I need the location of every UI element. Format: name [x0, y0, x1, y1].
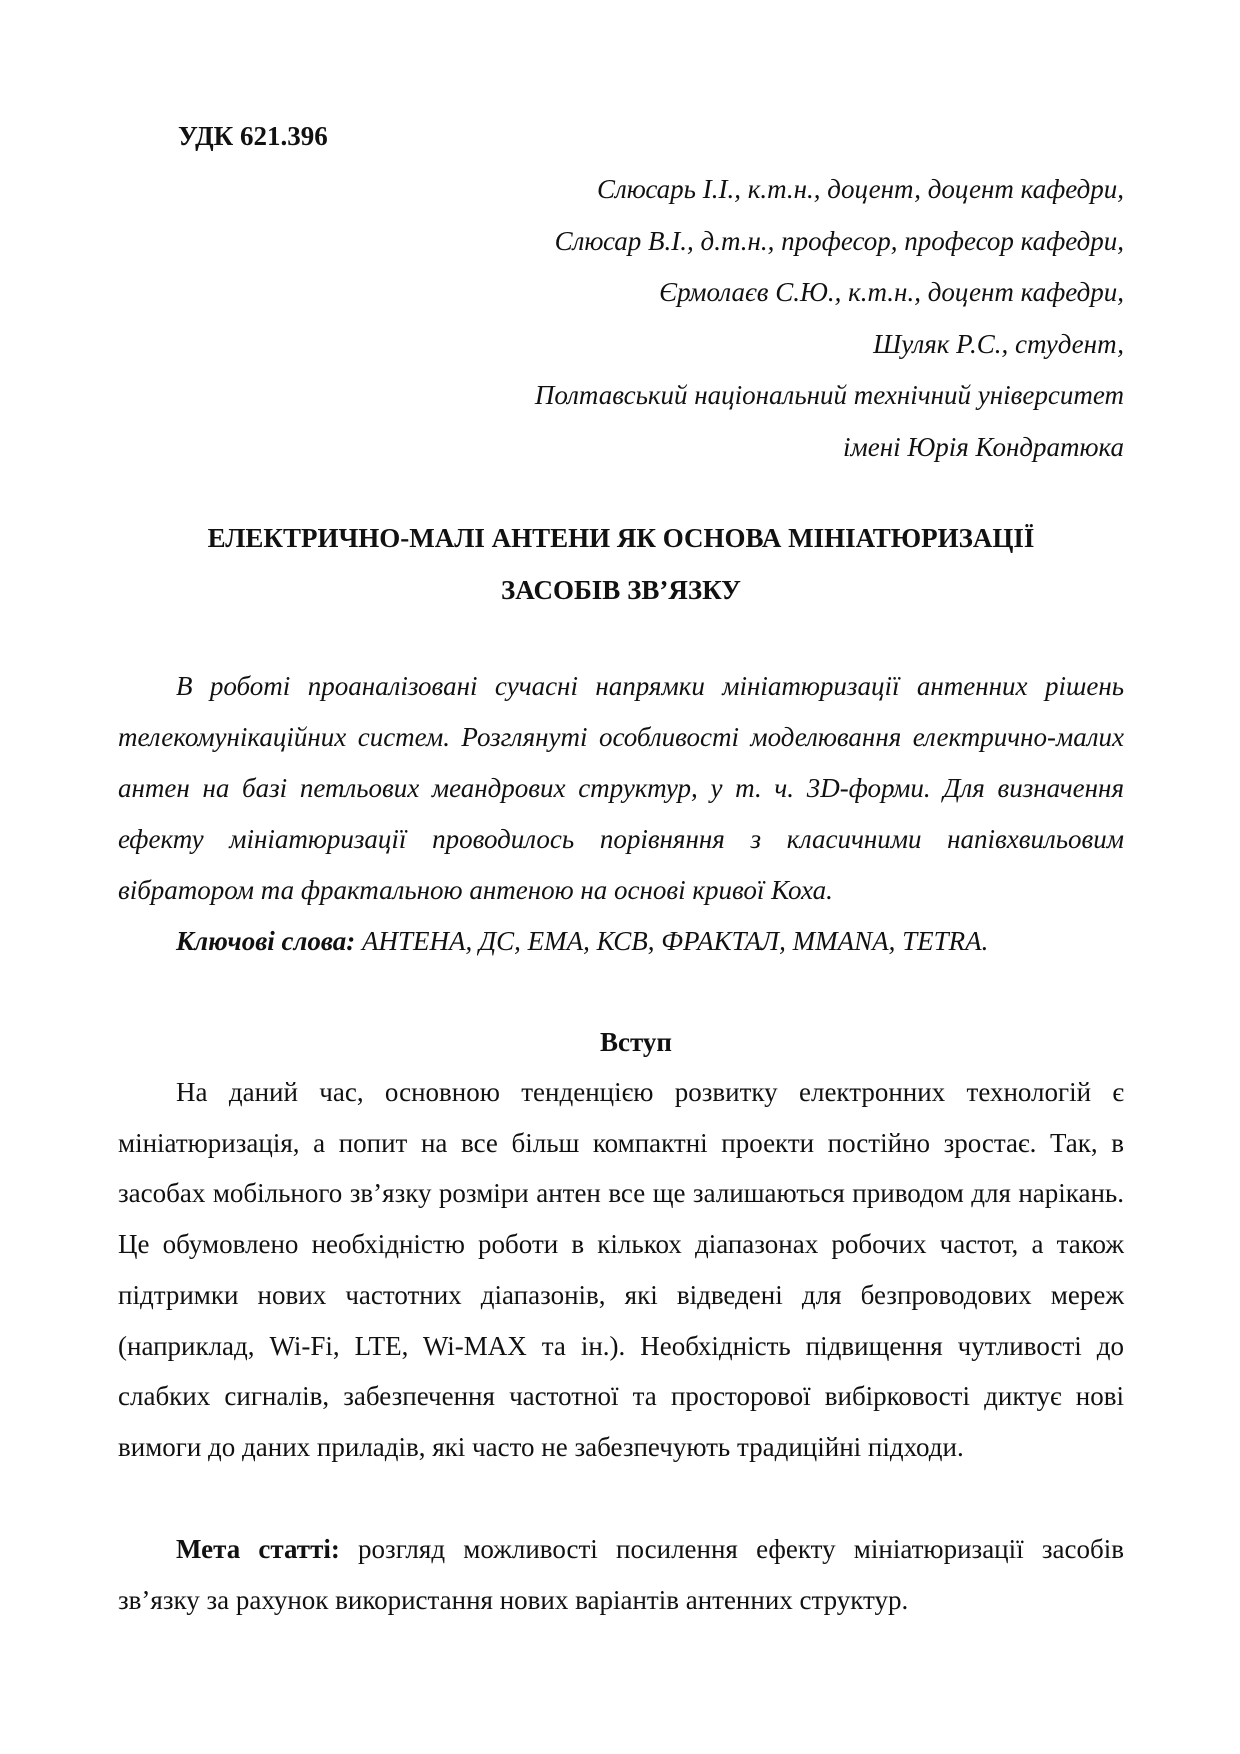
author-line: Шуляк Р.С., студент, [873, 328, 1124, 359]
purpose-label: Мета статті: [176, 1534, 340, 1564]
abstract: В роботі проаналізовані сучасні напрямки мініатюризації антенних рішень телекомунікаційних систем. Розглянуті особливості моделювання електрично-малих антен на базі петльових меандрових структур, у т. ч. 3D-форми. Для визначення ефекту мініатюризації проводилось порівняння з класичними напівхвильовим вібратором та фрактальною антеною на основі кривої Коха. [118, 671, 1124, 905]
title-line: ЗАСОБІВ ЗВ’ЯЗКУ [501, 575, 741, 605]
keywords [118, 916, 1124, 967]
author-line: Єрмолаєв С.Ю., к.т.н., доцент кафедри, [659, 277, 1124, 307]
keywords-label: Ключові слова: [176, 926, 356, 956]
affiliation-line: імені Юрія Кондратюка [843, 431, 1124, 462]
author-line: Слюсар В.І., д.т.н., професор, професор кафедри, [554, 225, 1124, 256]
title-line: ЕЛЕКТРИЧНО-МАЛІ АНТЕНИ ЯК ОСНОВА МІНІАТЮРИЗАЦІЇ [207, 523, 1035, 553]
intro-paragraph: На даний час, основною тенденцією розвитку електронних технологій є мініатюризація, а попит на все більш компактні проекти постійно зростає. Так, в засобах мобільного зв’язку розміри антен все ще залишаються приводом для нарікань. Це обумовлено необхідністю роботи в кількох діапазонах робочих частот, а також підтримки нових частотних діапазонів, які відведені для безпроводових мереж (наприклад, Wi-Fi, LTE, Wi-MAX та ін.). Необхідність підвищення чутливості до слабких сигналів, забезпечення частотної та просторової вибірковості диктує нові вимоги до даних приладів, які часто не забезпечують традиційні підходи. [118, 1077, 1124, 1462]
paper-title [118, 512, 1124, 616]
udc-code: УДК 621.396 [178, 121, 328, 151]
keywords-text: АНТЕНА, ДС, ЕМА, КСВ, ФРАКТАЛ, MMANA, TETRA. [355, 926, 989, 956]
author-line: Слюсарь І.І., к.т.н., доцент, доцент кафедри, [596, 174, 1124, 204]
affiliation-line: Полтавський національний технічний університет [534, 380, 1124, 410]
section-heading: Вступ [600, 1027, 672, 1057]
author-block [164, 164, 1124, 473]
purpose-paragraph [118, 1524, 1124, 1626]
purpose-text: розгляд можливості посилення ефекту мініатюризації засобів зв’язку за рахунок використання нових варіантів антенних структур. [118, 1534, 1124, 1615]
